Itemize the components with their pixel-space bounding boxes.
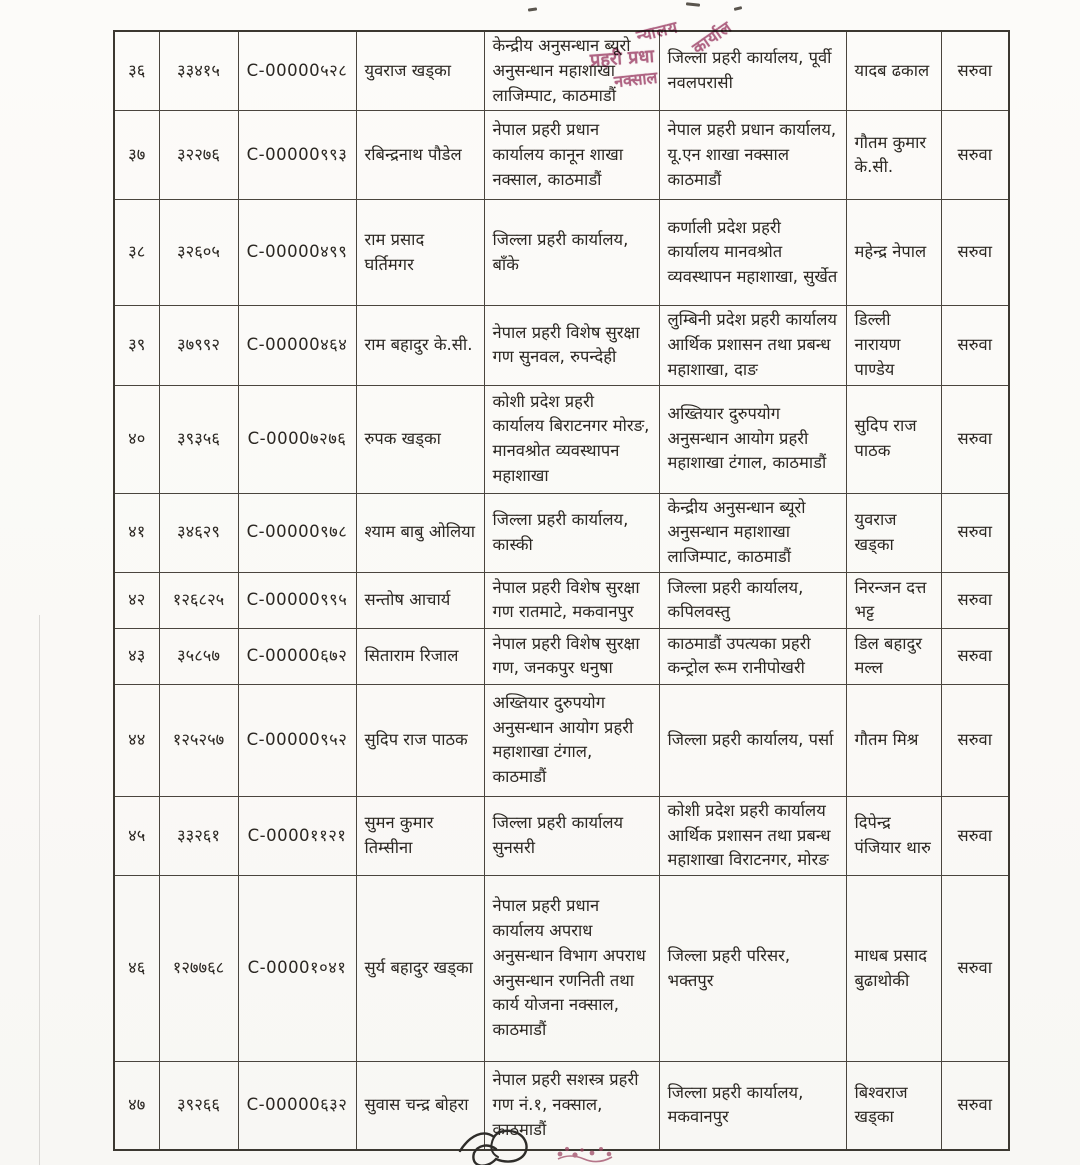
name-cell: सुर्य बहादुर खड्का xyxy=(356,876,484,1062)
code-cell: C-00000४९९ xyxy=(238,200,356,306)
serial-cell: ४५ xyxy=(114,796,159,875)
name-cell: राम बहादुर के.सी. xyxy=(356,306,484,385)
office-stamp-text: नक्साल xyxy=(613,67,659,92)
recommender-cell: महेन्द्र नेपाल xyxy=(846,200,941,306)
serial-cell: ४१ xyxy=(114,493,159,572)
code-cell: C-0000१०४१ xyxy=(238,876,356,1062)
table-row xyxy=(114,628,1009,684)
name-cell: सुदिप राज पाठक xyxy=(356,684,484,796)
table-row xyxy=(114,385,1009,493)
serial-cell: ४३ xyxy=(114,628,159,684)
recommender-cell: गौतम कुमार के.सी. xyxy=(846,111,941,200)
transfer-table xyxy=(113,30,1010,1151)
from-office-cell: जिल्ला प्रहरी कार्यालय, कास्की xyxy=(484,493,659,572)
name-cell: श्याम बाबु ओलिया xyxy=(356,493,484,572)
code-cell: C-00000४६४ xyxy=(238,306,356,385)
status-cell: सरुवा xyxy=(941,1062,1009,1150)
code-cell: C-00000९५२ xyxy=(238,684,356,796)
from-office-cell: नेपाल प्रहरी विशेष सुरक्षा गण, जनकपुर धनुषा xyxy=(484,628,659,684)
stray-ink-mark xyxy=(686,2,700,6)
from-office-cell: नेपाल प्रहरी प्रधान कार्यालय अपराध अनुसन्धान विभाग अपराध अनुसन्धान रणनिती तथा कार्य योजना नक्साल, काठमाडौं xyxy=(484,876,659,1062)
table-row xyxy=(114,111,1009,200)
to-office-cell: अख्तियार दुरुपयोग अनुसन्धान आयोग प्रहरी महाशाखा टंगाल, काठमाडौं xyxy=(659,385,846,493)
from-office-cell: नेपाल प्रहरी विशेष सुरक्षा गण रातमाटे, मकवानपुर xyxy=(484,572,659,628)
status-cell: सरुवा xyxy=(941,385,1009,493)
number-cell: ३७९९२ xyxy=(159,306,238,385)
table-row xyxy=(114,493,1009,572)
table-row xyxy=(114,31,1009,111)
recommender-cell: बिश्वराज खड्का xyxy=(846,1062,941,1150)
number-cell: ३३२६१ xyxy=(159,796,238,875)
code-cell: C-0000७२७६ xyxy=(238,385,356,493)
recommender-cell: डिल्ली नारायण पाण्डेय xyxy=(846,306,941,385)
recommender-cell: माधब प्रसाद बुढाथोकी xyxy=(846,876,941,1062)
to-office-cell: जिल्ला प्रहरी कार्यालय, पूर्वी नवलपरासी xyxy=(659,31,846,111)
to-office-cell: कोशी प्रदेश प्रहरी कार्यालय आर्थिक प्रशासन तथा प्रबन्ध महाशाखा विराटनगर, मोरङ xyxy=(659,796,846,875)
number-cell: ३४६२९ xyxy=(159,493,238,572)
number-cell: ३९३५६ xyxy=(159,385,238,493)
serial-cell: ४२ xyxy=(114,572,159,628)
status-cell: सरुवा xyxy=(941,796,1009,875)
status-cell: सरुवा xyxy=(941,306,1009,385)
number-cell: ३५८५७ xyxy=(159,628,238,684)
to-office-cell: जिल्ला प्रहरी परिसर, भक्तपुर xyxy=(659,876,846,1062)
signature-and-stamp-fragment xyxy=(430,1125,730,1165)
serial-cell: ३७ xyxy=(114,111,159,200)
from-office-cell: कोशी प्रदेश प्रहरी कार्यालय बिराटनगर मोरङ, मानवश्रोत व्यवस्थापन महाशाखा xyxy=(484,385,659,493)
name-cell: सुवास चन्द्र बोहरा xyxy=(356,1062,484,1150)
serial-cell: ४७ xyxy=(114,1062,159,1150)
from-office-cell: नेपाल प्रहरी सशस्त्र प्रहरी गण नं.१, नक्साल, काठमाडौं xyxy=(484,1062,659,1150)
number-cell: ३९२६६ xyxy=(159,1062,238,1150)
serial-cell: ४६ xyxy=(114,876,159,1062)
office-stamp-text: न्यालय xyxy=(634,17,681,46)
serial-cell: ३९ xyxy=(114,306,159,385)
stray-ink-mark xyxy=(528,7,537,11)
name-cell: सिताराम रिजाल xyxy=(356,628,484,684)
recommender-cell: निरन्जन दत्त भट्ट xyxy=(846,572,941,628)
status-cell: सरुवा xyxy=(941,111,1009,200)
from-office-cell: नेपाल प्रहरी विशेष सुरक्षा गण सुनवल, रुपन्देही xyxy=(484,306,659,385)
status-cell: सरुवा xyxy=(941,876,1009,1062)
status-cell: सरुवा xyxy=(941,628,1009,684)
office-stamp-text: प्रहरी प्रधा xyxy=(589,45,655,72)
number-cell: १२५२५७ xyxy=(159,684,238,796)
table-row xyxy=(114,572,1009,628)
name-cell: युवराज खड्का xyxy=(356,31,484,111)
table-row xyxy=(114,876,1009,1062)
to-office-cell: काठमाडौं उपत्यका प्रहरी कन्ट्रोल रूम रानीपोखरी xyxy=(659,628,846,684)
name-cell: सुमन कुमार तिम्सीना xyxy=(356,796,484,875)
status-cell: सरुवा xyxy=(941,493,1009,572)
name-cell: रुपक खड्का xyxy=(356,385,484,493)
number-cell: १२७७६८ xyxy=(159,876,238,1062)
table-row xyxy=(114,200,1009,306)
recommender-cell: डिल बहादुर मल्ल xyxy=(846,628,941,684)
office-stamp-text: कार्याल xyxy=(688,17,736,58)
code-cell: C-00000९७८ xyxy=(238,493,356,572)
recommender-cell: सुदिप राज पाठक xyxy=(846,385,941,493)
status-cell: सरुवा xyxy=(941,31,1009,111)
to-office-cell: केन्द्रीय अनुसन्धान ब्यूरो अनुसन्धान महाशाखा लाजिम्पाट, काठमाडौं xyxy=(659,493,846,572)
code-cell: C-00000९९३ xyxy=(238,111,356,200)
recommender-cell: गौतम मिश्र xyxy=(846,684,941,796)
code-cell: C-00000९९५ xyxy=(238,572,356,628)
stamp-fragment xyxy=(558,1147,612,1162)
status-cell: सरुवा xyxy=(941,572,1009,628)
recommender-cell: यादब ढकाल xyxy=(846,31,941,111)
table-row xyxy=(114,306,1009,385)
scan-crease-line xyxy=(39,615,40,1165)
serial-cell: ३८ xyxy=(114,200,159,306)
serial-cell: ४० xyxy=(114,385,159,493)
from-office-cell: जिल्ला प्रहरी कार्यालय, बाँके xyxy=(484,200,659,306)
status-cell: सरुवा xyxy=(941,200,1009,306)
code-cell: C-00000५२८ xyxy=(238,31,356,111)
to-office-cell: लुम्बिनी प्रदेश प्रहरी कार्यालय आर्थिक प्रशासन तथा प्रबन्ध महाशाखा, दाङ xyxy=(659,306,846,385)
from-office-cell: जिल्ला प्रहरी कार्यालय सुनसरी xyxy=(484,796,659,875)
from-office-cell: नेपाल प्रहरी प्रधान कार्यालय कानून शाखा नक्साल, काठमाडौं xyxy=(484,111,659,200)
to-office-cell: जिल्ला प्रहरी कार्यालय, मकवानपुर xyxy=(659,1062,846,1150)
to-office-cell: नेपाल प्रहरी प्रधान कार्यालय, यू.एन शाखा नक्साल काठमाडौं xyxy=(659,111,846,200)
table-row xyxy=(114,684,1009,796)
number-cell: ३२६०५ xyxy=(159,200,238,306)
code-cell: C-0000११२१ xyxy=(238,796,356,875)
to-office-cell: जिल्ला प्रहरी कार्यालय, कपिलवस्तु xyxy=(659,572,846,628)
serial-cell: ४४ xyxy=(114,684,159,796)
recommender-cell: युवराज खड्का xyxy=(846,493,941,572)
number-cell: ३३४१५ xyxy=(159,31,238,111)
name-cell: सन्तोष आचार्य xyxy=(356,572,484,628)
code-cell: C-00000६७२ xyxy=(238,628,356,684)
from-office-cell: अख्तियार दुरुपयोग अनुसन्धान आयोग प्रहरी महाशाखा टंगाल, काठमाडौं xyxy=(484,684,659,796)
from-office-cell: केन्द्रीय अनुसन्धान ब्यूरो अनुसन्धान महाशाखा लाजिम्पाट, काठमाडौं xyxy=(484,31,659,111)
status-cell: सरुवा xyxy=(941,684,1009,796)
number-cell: ३२२७६ xyxy=(159,111,238,200)
stray-ink-mark xyxy=(734,6,742,11)
to-office-cell: कर्णाली प्रदेश प्रहरी कार्यालय मानवश्रोत व्यवस्थापन महाशाखा, सुर्खेत xyxy=(659,200,846,306)
number-cell: १२६८२५ xyxy=(159,572,238,628)
name-cell: रबिन्द्रनाथ पौडेल xyxy=(356,111,484,200)
to-office-cell: जिल्ला प्रहरी कार्यालय, पर्सा xyxy=(659,684,846,796)
name-cell: राम प्रसाद घर्तिमगर xyxy=(356,200,484,306)
signature-mark xyxy=(460,1131,527,1165)
code-cell: C-00000६३२ xyxy=(238,1062,356,1150)
table-row xyxy=(114,796,1009,875)
serial-cell: ३६ xyxy=(114,31,159,111)
recommender-cell: दिपेन्द्र पंजियार थारु xyxy=(846,796,941,875)
